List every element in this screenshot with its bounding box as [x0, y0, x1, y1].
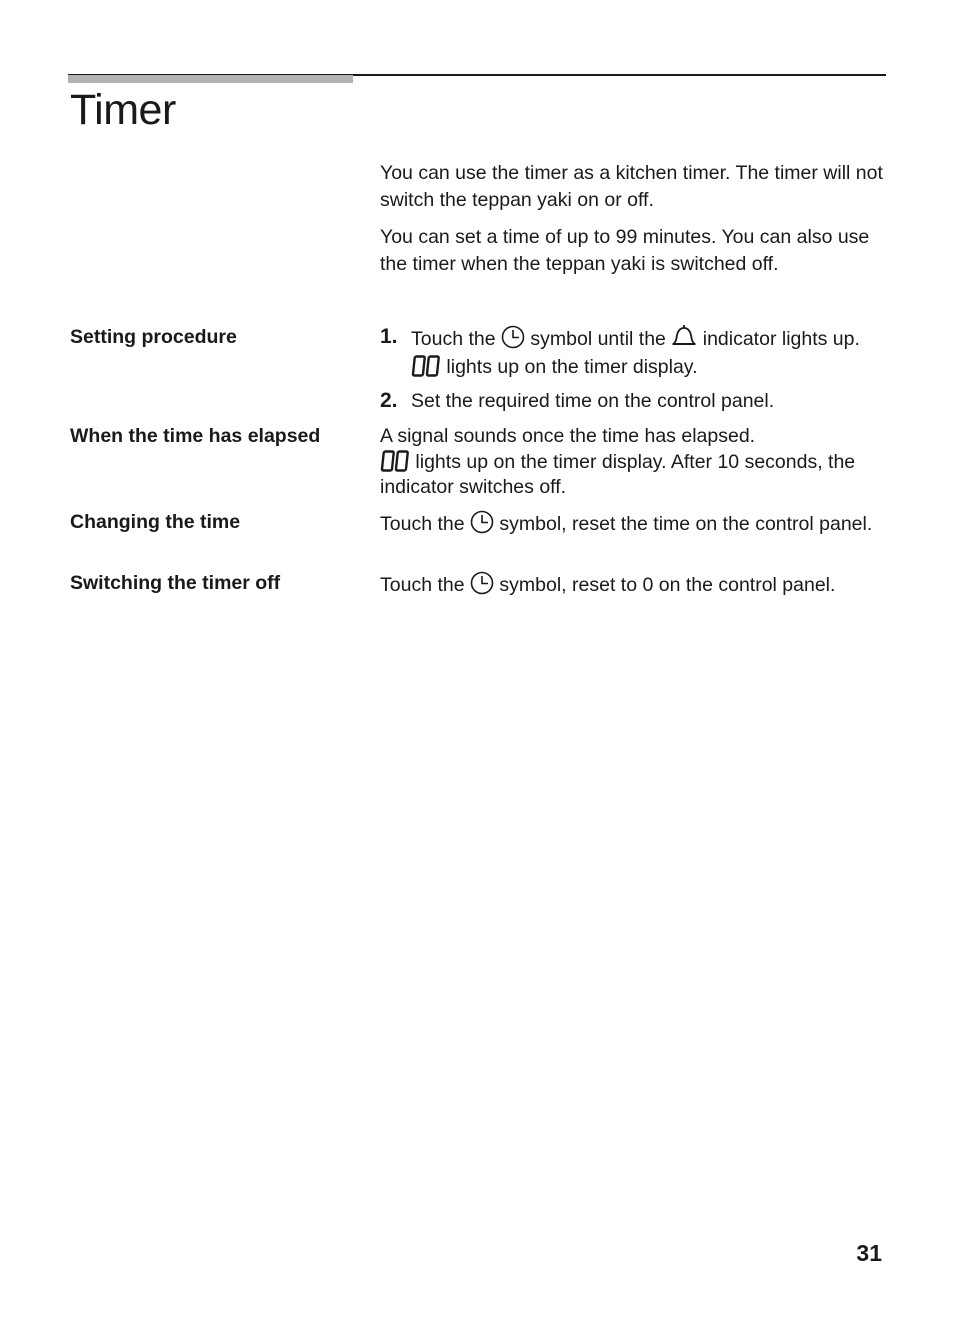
- digital-00-display-icon: [411, 355, 441, 377]
- time-elapsed-line-2-text: lights up on the timer display. After 10 seconds, the indicator switches off.: [380, 450, 856, 498]
- bell-icon: [671, 323, 697, 349]
- time-elapsed-text: [380, 424, 880, 501]
- switching-off-part-2: symbol, reset to 0 on the control panel.: [499, 574, 836, 596]
- step-text: [411, 323, 885, 381]
- clock-icon: [501, 325, 525, 349]
- switching-off-label: Switching the timer off: [70, 572, 281, 594]
- changing-time-label: Changing the time: [70, 511, 241, 533]
- intro-paragraph-1: You can use the timer as a kitchen timer. The timer will not switch the teppan yaki on or off.: [380, 162, 883, 211]
- step-number: 1.: [380, 325, 398, 348]
- clock-icon: [470, 510, 494, 534]
- time-elapsed-label: When the time has elapsed: [70, 425, 321, 447]
- changing-time-part-1: Touch the: [380, 513, 465, 535]
- page-number: 31: [856, 1240, 882, 1266]
- switching-off-part-1: Touch the: [380, 574, 465, 596]
- step-text: Set the required time on the control panel.: [411, 390, 775, 412]
- page-title: Timer: [70, 86, 176, 134]
- time-elapsed-line-1: A signal sounds once the time has elapsed.: [380, 425, 756, 447]
- step-text-part: lights up on the timer display.: [446, 356, 698, 378]
- switching-off-text: [380, 571, 880, 599]
- step-text-part: Touch the: [411, 328, 496, 350]
- digital-00-display-icon: [380, 450, 410, 472]
- time-elapsed-line-2: [380, 450, 880, 501]
- step-text-part: symbol until the: [530, 328, 666, 350]
- clock-icon: [470, 571, 494, 595]
- changing-time-part-2: symbol, reset the time on the control panel.: [499, 513, 873, 535]
- setting-procedure-label: Setting procedure: [70, 326, 237, 348]
- header-accent-bar: [68, 75, 353, 83]
- intro-paragraph-2: You can set a time of up to 99 minutes. You can also use the timer when the teppan yaki is switched off.: [380, 226, 870, 275]
- setting-step-2: [380, 387, 885, 415]
- step-number: 2.: [380, 389, 398, 412]
- step-text-part: indicator lights up.: [702, 328, 860, 350]
- changing-time-text: [380, 510, 880, 538]
- setting-step-1: [380, 323, 885, 381]
